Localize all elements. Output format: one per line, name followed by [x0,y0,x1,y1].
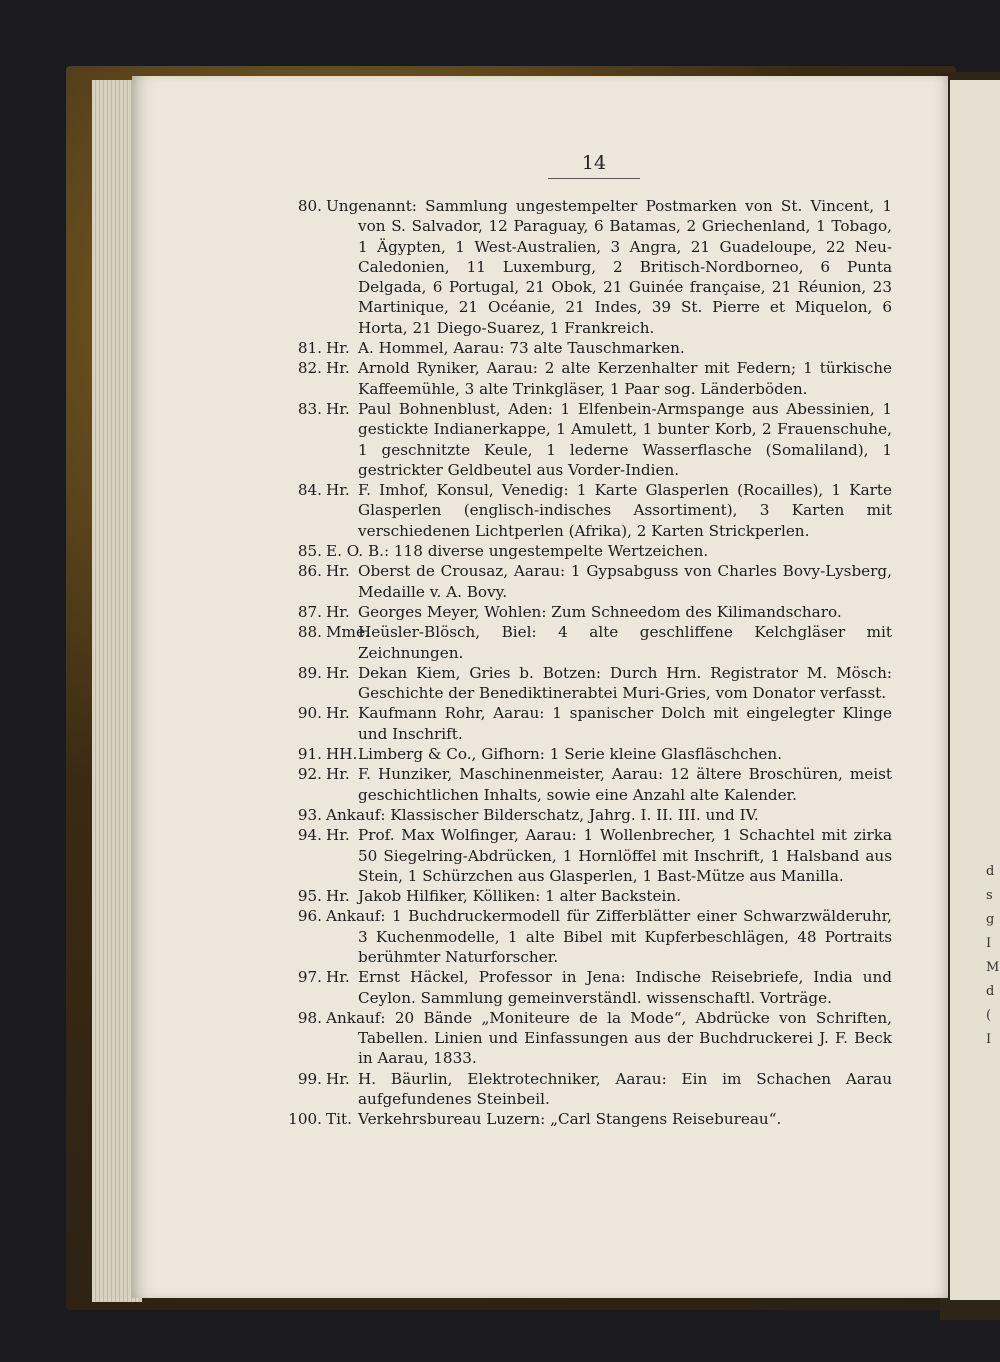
entry-number: 92. [297,765,322,784]
entry-number: 100. [288,1110,322,1129]
entry-title: Hr. [326,765,350,784]
entry-text: E. O. B.: 118 diverse ungestempelte Wertzeichen. [326,542,709,561]
entry-title: Hr. [326,399,350,418]
entry-list [288,196,892,1130]
entry-number: 89. [297,663,322,682]
entry-title: Hr. [326,968,350,987]
list-item [288,886,892,906]
list-item [288,541,892,561]
list-item [288,906,892,967]
entry-number: 80. [297,197,322,215]
list-item [288,480,892,541]
entry-number: 86. [297,562,322,581]
entry-number: 95. [297,887,322,906]
entry-text: F. Imhof, Konsul, Venedig: 1 Karte Glasperlen (Rocailles), 1 Karte Glasperlen (englisch-indisches Assortiment), 3 Karten mit verschiedenen Lichtperlen (Afrika), 2 Karten Strickperlen. [358,481,892,540]
list-item [288,602,892,622]
list-item [288,744,892,764]
entry-number: 99. [297,1069,322,1088]
entry-title: Hr. [326,481,350,500]
entry-number: 93. [297,805,322,824]
list-item [288,358,892,399]
entry-number: 97. [297,968,322,987]
entry-number: 82. [297,359,322,378]
entry-text: Georges Meyer, Wohlen: Zum Schneedom des Kilimandscharo. [358,602,842,621]
entry-text: F. Hunziker, Maschinenmeister, Aarau: 12 ältere Broschüren, meist geschichtlichen Inhalts, sowie eine Anzahl alte Kalender. [358,765,892,804]
list-item [288,967,892,1008]
entry-number: 84. [297,481,322,500]
entry-title: Hr. [326,1069,350,1088]
page-number: 14 [581,152,607,174]
entry-text: Heüsler-Blösch, Biel: 4 alte geschliffene Kelchgläser mit Zeichnungen. [358,623,892,662]
entry-number: 88. [297,623,322,642]
entry-title: Tit. [326,1110,352,1129]
entry-number: 91. [297,745,322,764]
page-number-rule [548,178,640,179]
entry-text: Arnold Ryniker, Aarau: 2 alte Kerzenhalter mit Federn; 1 türkische Kaffeemühle, 3 alte Trinkgläser, 1 Paar sog. Länderböden. [358,359,892,398]
entry-text: Ankauf: 20 Bände „Moniteure de la Mode“, Abdrücke von Schriften, Tabellen. Linien und Einfassungen aus der Buchdruckerei J. F. Beck in Aarau, 1833. [326,1008,892,1068]
list-item [288,399,892,480]
list-item [288,1008,892,1069]
entry-number: 98. [297,1008,322,1027]
entry-title: Hr. [326,562,350,581]
list-item [288,622,892,663]
entry-text: Ankauf: Klassischer Bilderschatz, Jahrg. I. II. III. und IV. [326,805,759,824]
entry-text: Kaufmann Rohr, Aarau: 1 spanischer Dolch mit eingelegter Klinge und Inschrift. [358,704,892,743]
entry-text: Limberg & Co., Gifhorn: 1 Serie kleine Glasfläschchen. [358,745,783,764]
entry-title: Hr. [326,602,350,621]
entry-text: Jakob Hilfiker, Kölliken: 1 alter Backstein. [358,887,681,906]
entry-number: 90. [297,704,322,723]
entry-text: Dekan Kiem, Gries b. Botzen: Durch Hrn. Registrator M. Mösch: Geschichte der Benediktinerabtei Muri-Gries, vom Donator verfasst. [358,663,892,703]
list-item [288,663,892,704]
entry-text: Prof. Max Wolfinger, Aarau: 1 Wollenbrecher, 1 Schachtel mit zirka 50 Siegelring-Abdrücken, 1 Hornlöffel mit Inschrift, 1 Halsband aus Stein, 1 Schürzchen aus Glasperlen, 1 Bast-Mütze aus Manilla. [358,826,892,885]
list-item [288,338,892,358]
entry-title: Hr. [326,887,350,906]
entry-text: Verkehrsbureau Luzern: „Carl Stangens Reisebureau“. [358,1110,782,1129]
list-item [288,805,892,825]
list-item [288,703,892,744]
entry-number: 87. [297,602,322,621]
entry-title: HH. [326,745,358,764]
list-item [288,1069,892,1110]
entry-title: Hr. [326,704,350,723]
facing-page-letters: d s g I M d ( I [986,864,1000,1047]
entry-number: 83. [297,399,322,418]
entry-number: 94. [297,826,322,845]
list-item [288,825,892,886]
list-item [288,196,892,338]
entry-text: Oberst de Crousaz, Aarau: 1 Gypsabguss von Charles Bovy-Lysberg, Medaille v. A. Bovy. [358,562,892,601]
facing-page [950,80,1000,1300]
list-item [288,764,892,805]
entry-number: 96. [297,907,322,926]
entry-text: H. Bäurlin, Elektrotechniker, Aarau: Ein im Schachen Aarau aufgefundenes Steinbeil. [358,1069,892,1109]
list-item [288,561,892,602]
entry-text: Ankauf: 1 Buchdruckermodell für Zifferblätter einer Schwarzwälderuhr, 3 Kuchenmodelle, 1 alte Bibel mit Kupferbeschlägen, 48 Portraits berühmter Naturforscher. [326,907,892,966]
entry-title: Mme. [326,623,370,642]
entry-title: Hr. [326,663,350,682]
entry-title: Hr. [326,826,350,845]
entry-number: 81. [297,339,322,358]
entry-text: A. Hommel, Aarau: 73 alte Tauschmarken. [358,339,685,358]
list-item [288,1109,892,1129]
entry-text: Ernst Häckel, Professor in Jena: Indische Reisebriefe, India und Ceylon. Sammlung gemeinverständl. wissenschaftl. Vorträge. [358,968,892,1007]
entry-title: Hr. [326,359,350,378]
entry-number: 85. [297,542,322,561]
entry-title: Hr. [326,339,350,358]
entry-text: Ungenannt: Sammlung ungestempelter Postmarken von St. Vincent, 1 von S. Salvador, 12 Paraguay, 6 Batamas, 2 Griechenland, 1 Tobago, 1 Ägypten, 1 West-Australien, 3 Angra, 21 Guadeloupe, 22 Neu-Caledonien, 11 Luxemburg, 2 Britisch-Nordborneo, 6 Punta Delgada, 6 Portugal, 21 Obok, 21 Guinée française, 21 Réunion, 23 Martinique, 21 Océanie, 21 Indes, 39 St. Pierre et Miquelon, 6 Horta, 21 Diego-Suarez, 1 Frankreich. [326,197,892,337]
entry-text: Paul Bohnenblust, Aden: 1 Elfenbein-Armspange aus Abessinien, 1 gestickte Indianerkappe, 1 Amulett, 1 bunter Korb, 2 Frauenschuhe, 1 geschnitzte Keule, 1 lederne Wasserflasche (Somaliland), 1 gestrickter Geldbeutel aus Vorder-Indien. [358,399,892,479]
